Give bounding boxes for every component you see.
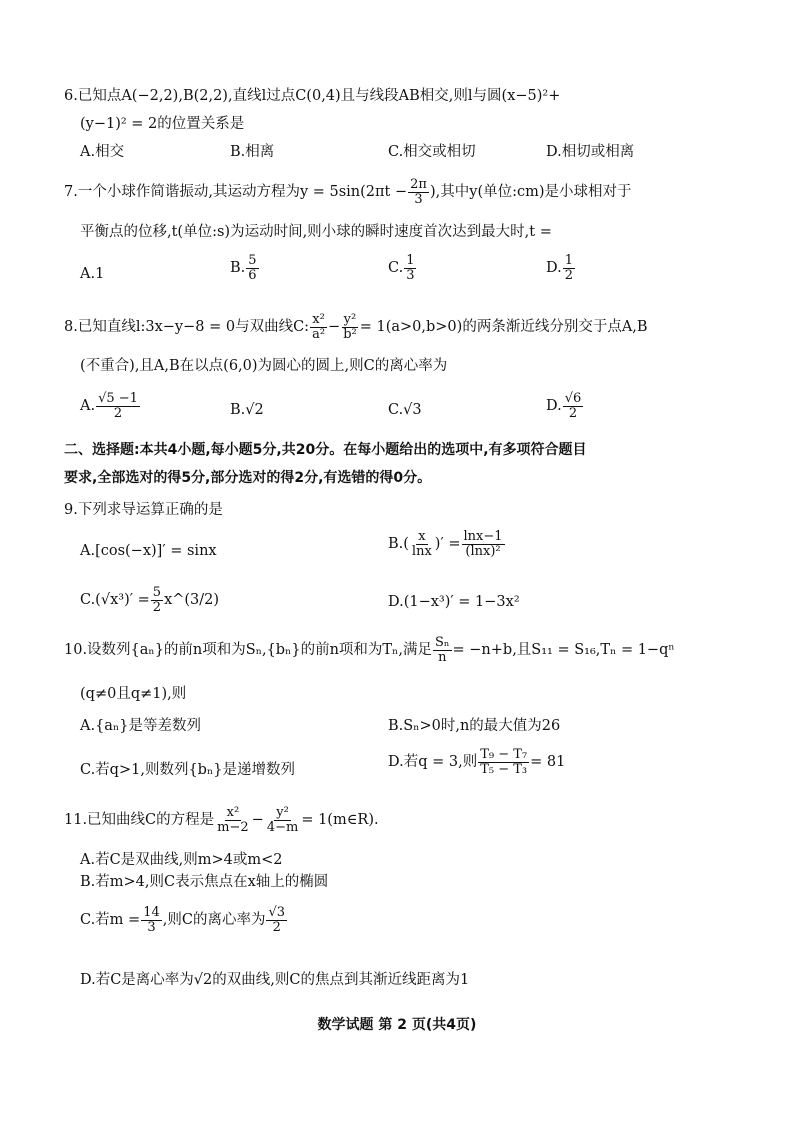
q9-option-b-num1: x [418,529,426,544]
q7-frac-den: 3 [414,191,423,207]
q11-f2-num: y² [276,805,289,820]
q10-line2: (q≠0且q≠1),则 [80,686,187,702]
q9-option-b-den1: lnx [411,543,432,559]
q8-f2-den: b² [343,326,357,342]
q11-f2-den: 4−m [266,819,299,835]
q8-line2: (不重合),且A,B在以点(6,0)为圆心的圆上,则C的离心率为 [80,358,448,374]
q10-option-d-frac [478,748,529,776]
q7-line2: 平衡点的位移,t(单位:s)为运动时间,则小球的瞬时速度首次达到最大时,t = [80,224,552,240]
q7-option-b-den: 6 [248,267,257,283]
q9-option-c [80,586,219,614]
q6-line1: 6.已知点A(−2,2),B(2,2),直线l过点C(0,4)且与线段AB相交,则l与圆(x−5)²+ [64,88,561,104]
q9-option-d: D.(1−x³)′ = 1−3x² [388,594,520,610]
q7-option-c-num: 1 [406,253,415,268]
q9-option-b-num2: lnx−1 [463,529,503,544]
q6-option-c: C.相交或相切 [388,144,476,160]
q8-suffix: = 1(a>0,b>0)的两条渐近线分别交于点A,B [359,319,648,336]
q9-stem: 9.下列求导运算正确的是 [64,502,223,518]
q7-prefix: 7.一个小球作简谐振动,其运动方程为y = 5sin(2πt − [64,184,408,201]
q7-option-d-frac [563,254,575,282]
q9-option-c-label: C.(√x³)′ = [80,592,150,609]
q9-option-c-num: 5 [152,585,162,600]
q11-suffix: = 1(m∈R). [301,812,379,829]
q7-option-b-frac [246,254,258,282]
q10-option-d-den: T₅ − T₃ [480,761,528,777]
q9-option-b [388,530,506,558]
q8-option-c: C.√3 [388,402,422,418]
q7-option-c-label: C. [388,260,404,277]
q7-option-a: A.1 [80,266,105,282]
q8-option-d-den: 2 [568,405,578,421]
q11-f1-den: m−2 [217,819,249,835]
q11-option-c-mid: ,则C的离心率为 [162,912,266,929]
q11-option-c-den2: 2 [272,919,281,935]
q7-suffix: ),其中y(单位:cm)是小球相对于 [429,184,632,201]
q10-option-d-tail: = 81 [530,754,566,771]
q11-option-c [80,906,288,934]
q8-option-a-frac [96,392,140,420]
q8-option-b: B.√2 [230,402,264,418]
q7-option-b-label: B. [230,260,246,277]
q9-option-b-mid: )′ = [434,536,461,553]
q11-option-c-frac2 [266,906,287,934]
q9-option-c-den: 2 [152,599,162,615]
q9-option-a: A.[cos(−x)]′ = sinx [80,543,217,559]
q8-option-d-label: D. [546,398,562,415]
q11-option-c-frac1 [141,906,162,934]
q8-prefix: 8.已知直线l:3x−y−8 = 0与双曲线C: [64,319,310,336]
q6-option-a: A.相交 [80,144,125,160]
q11-option-c-num2: √3 [268,905,286,920]
q9-option-c-frac [151,586,163,614]
q8-f1-num: x² [312,312,325,327]
q8-fraction-2 [341,313,359,341]
q10-suffix: = −n+b,且S₁₁ = S₁₆,Tₙ = 1−qⁿ [452,642,675,659]
q9-option-b-frac1 [410,530,434,558]
q11-option-b: B.若m>4,则C表示焦点在x轴上的椭圆 [80,874,329,890]
q8-option-d [546,392,584,420]
q7-option-c [388,254,417,282]
q7-option-b [230,254,260,282]
q7-option-d-num: 1 [564,253,573,268]
q10-f-num: Sₙ [434,635,450,650]
q9-option-b-den2: (lnx)² [465,543,501,559]
q6-option-b: B.相离 [230,144,275,160]
q10-option-c: C.若q>1,则数列{bₙ}是递增数列 [80,762,295,778]
q11-minus: − [251,812,264,829]
q8-f1-den: a² [312,326,326,342]
q10-fraction [433,636,452,664]
q10-option-d-num: T₉ − T₇ [480,747,528,762]
q8-line1 [64,313,648,341]
q11-fraction-1 [215,806,251,834]
page-footer: 数学试题 第 2 页(共4页) [317,1017,477,1033]
q10-option-a: A.{aₙ}是等差数列 [80,718,201,734]
q7-option-b-num: 5 [248,253,257,268]
q11-option-c-label: C.若m = [80,912,141,929]
q10-option-d [388,748,565,776]
q11-fraction-2 [265,806,301,834]
q10-f-den: n [438,649,447,665]
q9-option-b-label: B.( [388,536,409,553]
section2-line1: 二、选择题:本共4小题,每小题5分,共20分。在每小题给出的选项中,有多项符合题目 [64,442,587,458]
q8-option-a-num: √5 −1 [98,391,138,406]
q6-option-d: D.相切或相离 [546,144,635,160]
q7-option-c-den: 3 [406,267,415,283]
q7-frac-num: 2π [410,177,427,192]
q9-option-b-frac2 [462,530,505,558]
q8-fraction-1 [310,313,327,341]
q11-prefix: 11.已知曲线C的方程是 [64,812,215,829]
q8-minus: − [328,319,341,336]
q8-f2-num: y² [343,312,357,327]
section2-line2: 要求,全部选对的得5分,部分选对的得2分,有选错的得0分。 [64,470,432,486]
q8-option-d-frac [563,392,584,420]
q10-prefix: 10.设数列{aₙ}的前n项和为Sₙ,{bₙ}的前n项和为Tₙ,满足 [64,642,432,659]
q8-option-a [80,392,141,420]
q8-option-d-num: √6 [564,391,582,406]
q10-option-b: B.Sₙ>0时,n的最大值为26 [388,718,561,734]
q7-fraction [408,178,429,206]
q11-option-c-num1: 14 [143,905,160,920]
q7-option-d-den: 2 [564,267,573,283]
q10-line1 [64,636,675,664]
q11-line1 [64,806,379,834]
q11-option-c-den1: 3 [147,919,156,935]
q8-option-a-label: A. [80,398,96,415]
q11-option-a: A.若C是双曲线,则m>4或m<2 [80,852,283,868]
q6-line2: (y−1)² = 2的位置关系是 [80,116,245,132]
q11-option-d: D.若C是离心率为√2的双曲线,则C的焦点到其渐近线距离为1 [80,972,470,988]
q9-option-c-tail: x^(3/2) [164,592,220,609]
q10-option-d-label: D.若q = 3,则 [388,754,478,771]
q8-option-a-den: 2 [113,405,123,421]
q7-option-c-frac [404,254,416,282]
q7-option-d [546,254,576,282]
q7-option-d-label: D. [546,260,562,277]
q7-line1 [64,178,632,206]
q11-f1-num: x² [226,805,240,820]
